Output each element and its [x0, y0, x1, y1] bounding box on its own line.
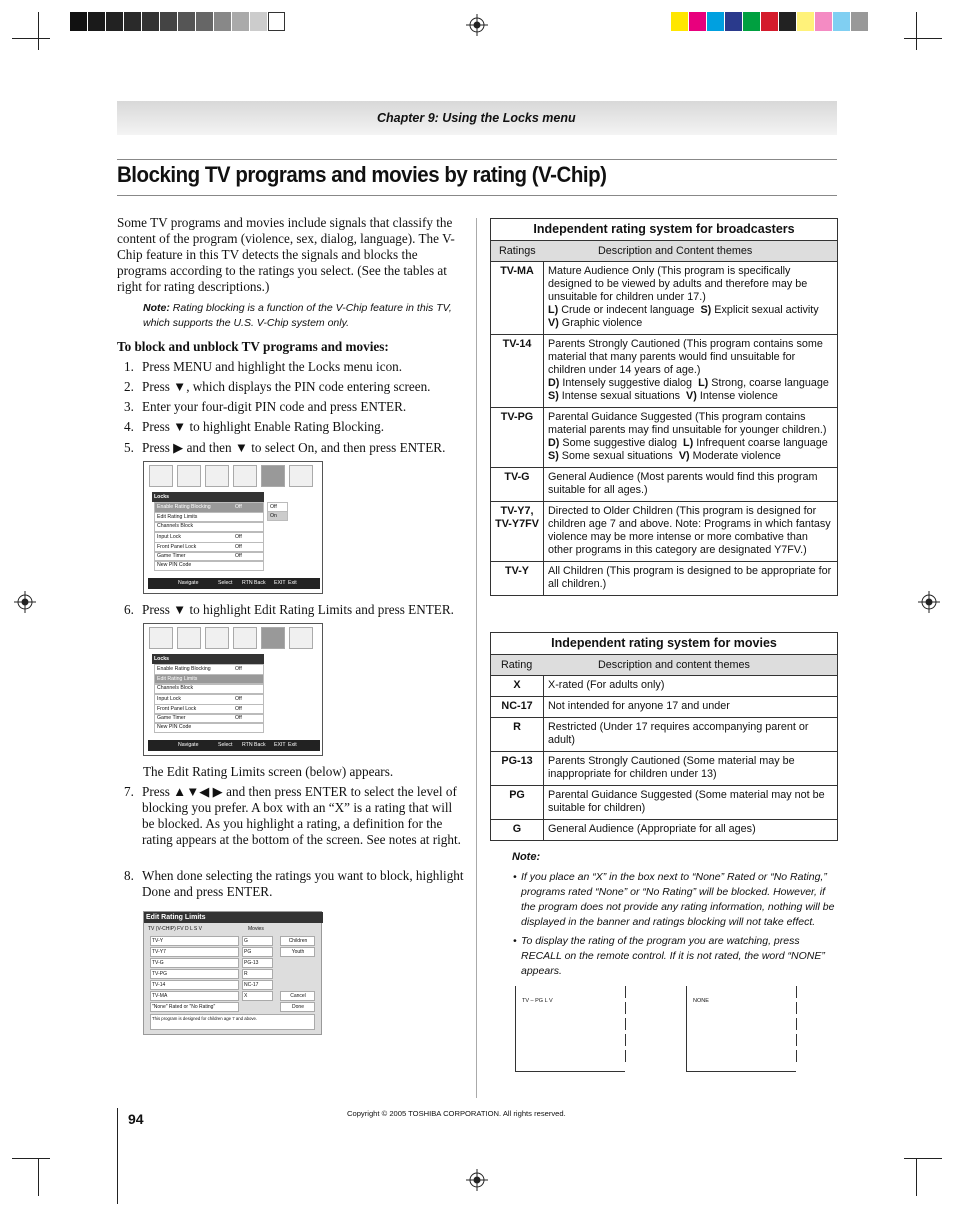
none-rated-row: "None" Rated or "No Rating": [150, 1002, 239, 1012]
menu-item: Game Timer Off: [154, 551, 264, 562]
menu-icon-row: [147, 465, 317, 487]
children-button: Children: [280, 936, 315, 946]
none-banner-screenshot: NONE: [686, 986, 796, 1072]
movie-table-row: NC-17 Not intended for anyone 17 and under: [491, 697, 837, 718]
chapter-title: Chapter 9: Using the Locks menu: [377, 111, 576, 125]
crop-mark: [904, 1158, 942, 1159]
tv-table-row: TV-Y All Children (This program is designed to be appropriate for all children.): [491, 562, 837, 595]
movie-rating-row: PG: [242, 947, 273, 957]
registration-mark-icon: [466, 14, 488, 36]
movie-rating-row: NC-17: [242, 980, 273, 990]
menu-nav-bar: Navigate Select RTN Back EXIT Exit: [148, 578, 320, 589]
menu-item: Front Panel Lock Off: [154, 704, 264, 715]
youth-button: Youth: [280, 947, 315, 957]
menu-item: Channels Block: [154, 683, 264, 694]
movie-rating-row: PG-13: [242, 958, 273, 968]
menu-item: New PIN Code: [154, 560, 264, 571]
crop-mark: [12, 38, 50, 39]
locks-menu-screenshot: [143, 461, 323, 594]
tv-rating-row: TV-14: [150, 980, 239, 990]
crop-mark: [12, 1158, 50, 1159]
menu-item: Input Lock Off: [154, 694, 264, 705]
popup-option-off: Off: [267, 502, 288, 512]
menu-item: Front Panel Lock Off: [154, 542, 264, 553]
menu-title: Locks: [152, 654, 264, 664]
menu-item: Input Lock Off: [154, 532, 264, 543]
menu-item: Enable Rating Blocking Off: [154, 664, 264, 675]
tv-rating-row: TV-MA: [150, 991, 239, 1001]
movie-table-row: PG Parental Guidance Suggested (Some material may not be suitable for children): [491, 786, 837, 820]
copyright: Copyright © 2005 TOSHIBA CORPORATION. All rights reserved.: [347, 1109, 566, 1118]
crop-mark: [916, 1158, 917, 1196]
menu-icon-row: [147, 627, 317, 649]
menu-nav-bar: Navigate Select RTN Back EXIT Exit: [148, 740, 320, 751]
tv-rating-table: [490, 218, 838, 596]
registration-mark-icon: [14, 591, 36, 613]
tv-table-row: TV-14 Parents Strongly Cautioned (This program contains some material that many parents would find unsuitable for children under 14 years of age.) D) Intensely suggestive dialog L) Strong, coarse language S) Intense sexual situations V) Intense violence: [491, 335, 837, 408]
rating-grid-header: TV (V-CHIP) FV D L S V: [148, 926, 202, 932]
title-rule-top: [117, 159, 837, 160]
menu-item: Enable Rating Blocking Off: [154, 502, 264, 513]
registration-mark-icon: [466, 1169, 488, 1191]
movie-table-row: R Restricted (Under 17 requires accompanying parent or adult): [491, 718, 837, 752]
menu-item: Game Timer Off: [154, 713, 264, 724]
crop-mark: [916, 12, 917, 50]
menu-title: Locks: [152, 492, 264, 502]
done-button: Done: [280, 1002, 315, 1012]
movie-table-column-headers: Rating Description and content themes: [491, 655, 837, 676]
edit-rating-title: Edit Rating Limits: [144, 912, 323, 923]
tv-table-row: TV-MA Mature Audience Only (This program is specifically designed to be viewed by adults and therefore may be unsuitable for children under 17.) L) Crude or indecent language S) Explicit sexual activity V) Graphic violence: [491, 262, 837, 335]
procedure-heading: To block and unblock TV programs and movies:: [117, 339, 389, 354]
movie-table-row: X X-rated (For adults only): [491, 676, 837, 697]
edit-rating-limits-screenshot: [143, 911, 322, 1035]
tv-rating-row: TV-G: [150, 958, 239, 968]
menu-item: Channels Block: [154, 521, 264, 532]
movies-header: Movies: [248, 926, 264, 932]
menu-item: Edit Rating Limits: [154, 512, 264, 523]
note-text: Rating blocking is a function of the V-Chip feature in this TV, which supports the U.S. V-Chip system only.: [143, 302, 452, 329]
tv-table-row: TV-G General Audience (Most parents would find this program suitable for all ages.): [491, 468, 837, 502]
title-rule-bottom: [117, 195, 837, 196]
movie-table-row: PG-13 Parents Strongly Cautioned (Some material may be inappropriate for children under 13): [491, 752, 837, 786]
tv-table-row: TV-Y7, TV-Y7FV Directed to Older Children (This program is designed for children age 7 and above. Note: Programs in which fantasy violence may be more intense or more combative than other programs in this category are designated Y7FV.): [491, 502, 837, 562]
column-divider: [476, 218, 477, 1098]
tv-table-title: Independent rating system for broadcasters: [491, 219, 837, 241]
movie-rating-row: R: [242, 969, 273, 979]
movie-rating-table: [490, 632, 838, 841]
movie-table-title: Independent rating system for movies: [491, 633, 837, 655]
intro-paragraph: Some TV programs and movies include signals that classify the content of the program (violence, sex, dialog, language). The V-Chip feature in this TV detects the signals and blocks the programs according to the ratings you select. (See the tables at right for rating descriptions.): [117, 215, 455, 294]
menu-item: Edit Rating Limits: [154, 674, 264, 685]
menu-item: New PIN Code: [154, 722, 264, 733]
registration-mark-icon: [918, 591, 940, 613]
footer-bar: [117, 1108, 118, 1204]
crop-mark: [38, 12, 39, 50]
edit-rating-appears-text: The Edit Rating Limits screen (below) appears.: [143, 764, 394, 779]
movie-rating-row: X: [242, 991, 273, 1001]
page-number: 94: [128, 1111, 144, 1127]
note-rating-blocking: [143, 301, 453, 331]
page-title: Blocking TV programs and movies by rating (V-Chip): [117, 162, 607, 187]
popup-option-on: On: [267, 511, 288, 521]
rating-description: This program is designed for children age 7 and above.: [150, 1014, 315, 1030]
cancel-button: Cancel: [280, 991, 315, 1001]
movie-table-row: G General Audience (Appropriate for all ages): [491, 820, 837, 840]
note-label: Note:: [143, 302, 170, 314]
note-heading: Note:: [512, 851, 541, 863]
movie-rating-row: G: [242, 936, 273, 946]
tv-rating-row: TV-PG: [150, 969, 239, 979]
crop-mark: [904, 38, 942, 39]
tv-rating-row: TV-Y: [150, 936, 239, 946]
crop-mark: [38, 1158, 39, 1196]
tv-rating-row: TV-Y7: [150, 947, 239, 957]
tv-table-row: TV-PG Parental Guidance Suggested (This program contains material parents may find unsuitable for younger children.) D) Some suggestive dialog L) Infrequent coarse language S) Some sexual situations V) Moderate violence: [491, 408, 837, 468]
rating-banner-screenshot: TV – PG L V: [515, 986, 625, 1072]
locks-menu-screenshot-2: [143, 623, 323, 756]
tv-table-column-headers: Ratings Description and Content themes: [491, 241, 837, 262]
